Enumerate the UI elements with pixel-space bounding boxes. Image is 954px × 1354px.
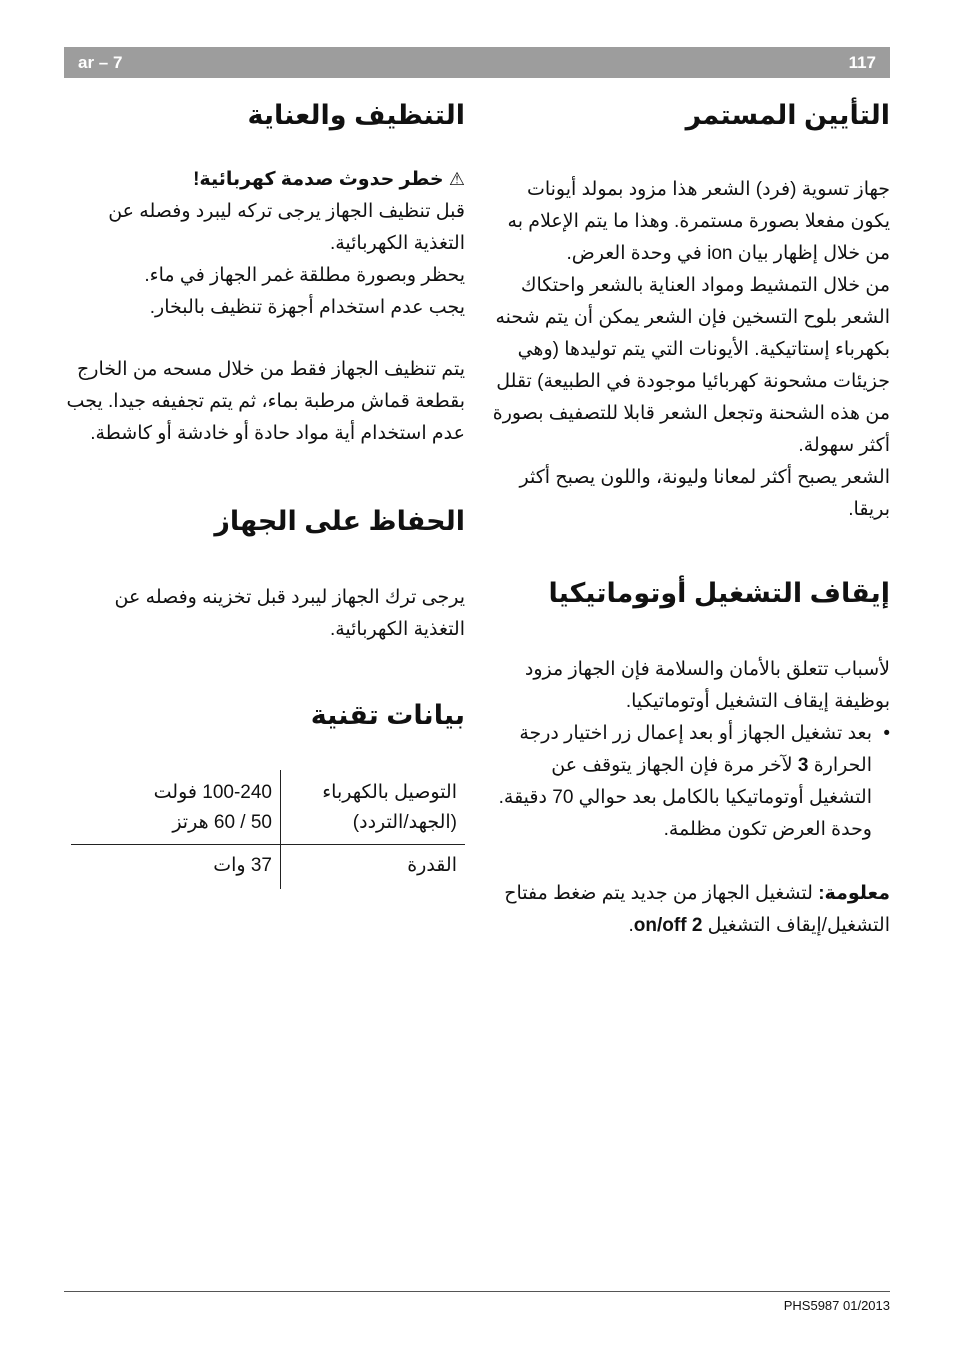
- autooff-bullet: [490, 718, 890, 846]
- autooff-bullet-text-end: لآخر مرة فإن الجهاز يتوقف عن التشغيل أوتوماتيكيا بالكامل بعد حوالي 70 دقيقة. وحدة العرض تكون مظلمة.: [498, 755, 872, 840]
- autooff-section-title: إيقاف التشغيل أوتوماتيكيا: [548, 578, 890, 608]
- warning-heading: [64, 164, 465, 196]
- page-number: 117: [848, 53, 876, 72]
- left-column: [64, 96, 465, 889]
- spec-label-power: القدرة: [281, 845, 466, 890]
- spec-value-power: 37 وات: [213, 855, 272, 876]
- right-column: [490, 96, 890, 942]
- page-header-bar: [64, 47, 890, 78]
- temperature-button-number: 3: [797, 755, 809, 776]
- info-text: لتشغيل الجهاز من جديد يتم ضغط مفتاح التشغيل/إيقاف التشغيل: [504, 883, 890, 936]
- spec-value-frequency: 50 / 60 هرتز: [172, 812, 272, 833]
- ion-paragraph-1: جهاز تسوية (فرد) الشعر هذا مزود بمولد أيونات يكون مفعلا بصورة مستمرة. وهذا ما يتم الإعلام به من خلال إظهار بيان ion في وحدة العرض.: [507, 179, 890, 264]
- info-key: on/off 2: [633, 915, 703, 936]
- ion-paragraph-3: الشعر يصبح أكثر لمعانا وليونة، واللون يصبح أكثر بريقا.: [519, 467, 890, 520]
- warning-line-3: يجب عدم استخدام أجهزة تنظيف بالبخار.: [149, 297, 465, 318]
- ion-section-title: التأيين المستمر: [685, 100, 890, 130]
- storage-text: يرجى ترك الجهاز ليبرد قبل تخزينه وفصله عن التغذية الكهربائية.: [114, 587, 465, 640]
- autooff-intro: لأسباب تتعلق بالأمان والسلامة فإن الجهاز مزود بوظيفة إيقاف التشغيل أوتوماتيكيا.: [524, 659, 890, 712]
- ion-paragraph-2: من خلال التمشيط ومواد العناية بالشعر واحتكاك الشعر بلوح التسخين فإن الشعر يمكن أن يتم شحنه بكهرباء إستاتيكية. الأيونات التي يتم توليدها (وهي جزيئات مشحونة كهربائيا موجودة في الطبيعة) تقلل من هذه الشحنة وتجعل الشعر قابلا للتصفيف بصورة أكثر سهولة.: [492, 275, 890, 456]
- tech-data-table: [71, 770, 465, 889]
- tech-data-section-title: بيانات تقنية: [310, 700, 465, 730]
- language-page-code: ar – 7: [78, 53, 123, 72]
- warning-line-2: يحظر وبصورة مطلقة غمر الجهاز في ماء.: [144, 265, 465, 286]
- info-end: .: [628, 915, 634, 936]
- info-note: [490, 878, 890, 942]
- warning-triangle-icon: ⚠: [448, 169, 465, 190]
- table-row: [71, 845, 465, 890]
- table-row: [71, 770, 465, 845]
- storage-section-title: الحفاظ على الجهاز: [214, 506, 465, 536]
- spec-label-power-connection: التوصيل بالكهرباء (الجهد/التردد): [281, 770, 466, 845]
- cleaning-text: يتم تنظيف الجهاز فقط من خلال مسحه من الخارج بقطعة قماش مرطبة بماء، ثم يتم تجفيفه جيدا. يجب عدم استخدام أية مواد حادة أو خادشة أو كاشطة.: [66, 359, 465, 444]
- info-label: معلومة:: [818, 883, 890, 904]
- footer-divider: [64, 1291, 890, 1292]
- bullet-dot: •: [883, 723, 890, 744]
- autooff-bullet-text-start: بعد تشغيل الجهاز أو بعد إعمال زر اختيار درجة الحرارة: [519, 723, 872, 776]
- cleaning-section-title: التنظيف والعناية: [247, 100, 465, 130]
- spec-value-power-connection: [71, 770, 281, 845]
- warning-line-1: قبل تنظيف الجهاز يرجى تركه ليبرد وفصله عن التغذية الكهربائية.: [108, 201, 465, 254]
- spec-value-voltage: 100-240 فولت: [153, 782, 272, 803]
- footer-model-date: PHS5987 01/2013: [783, 1298, 890, 1313]
- warning-title: خطر حدوث صدمة كهربائية!: [193, 169, 449, 190]
